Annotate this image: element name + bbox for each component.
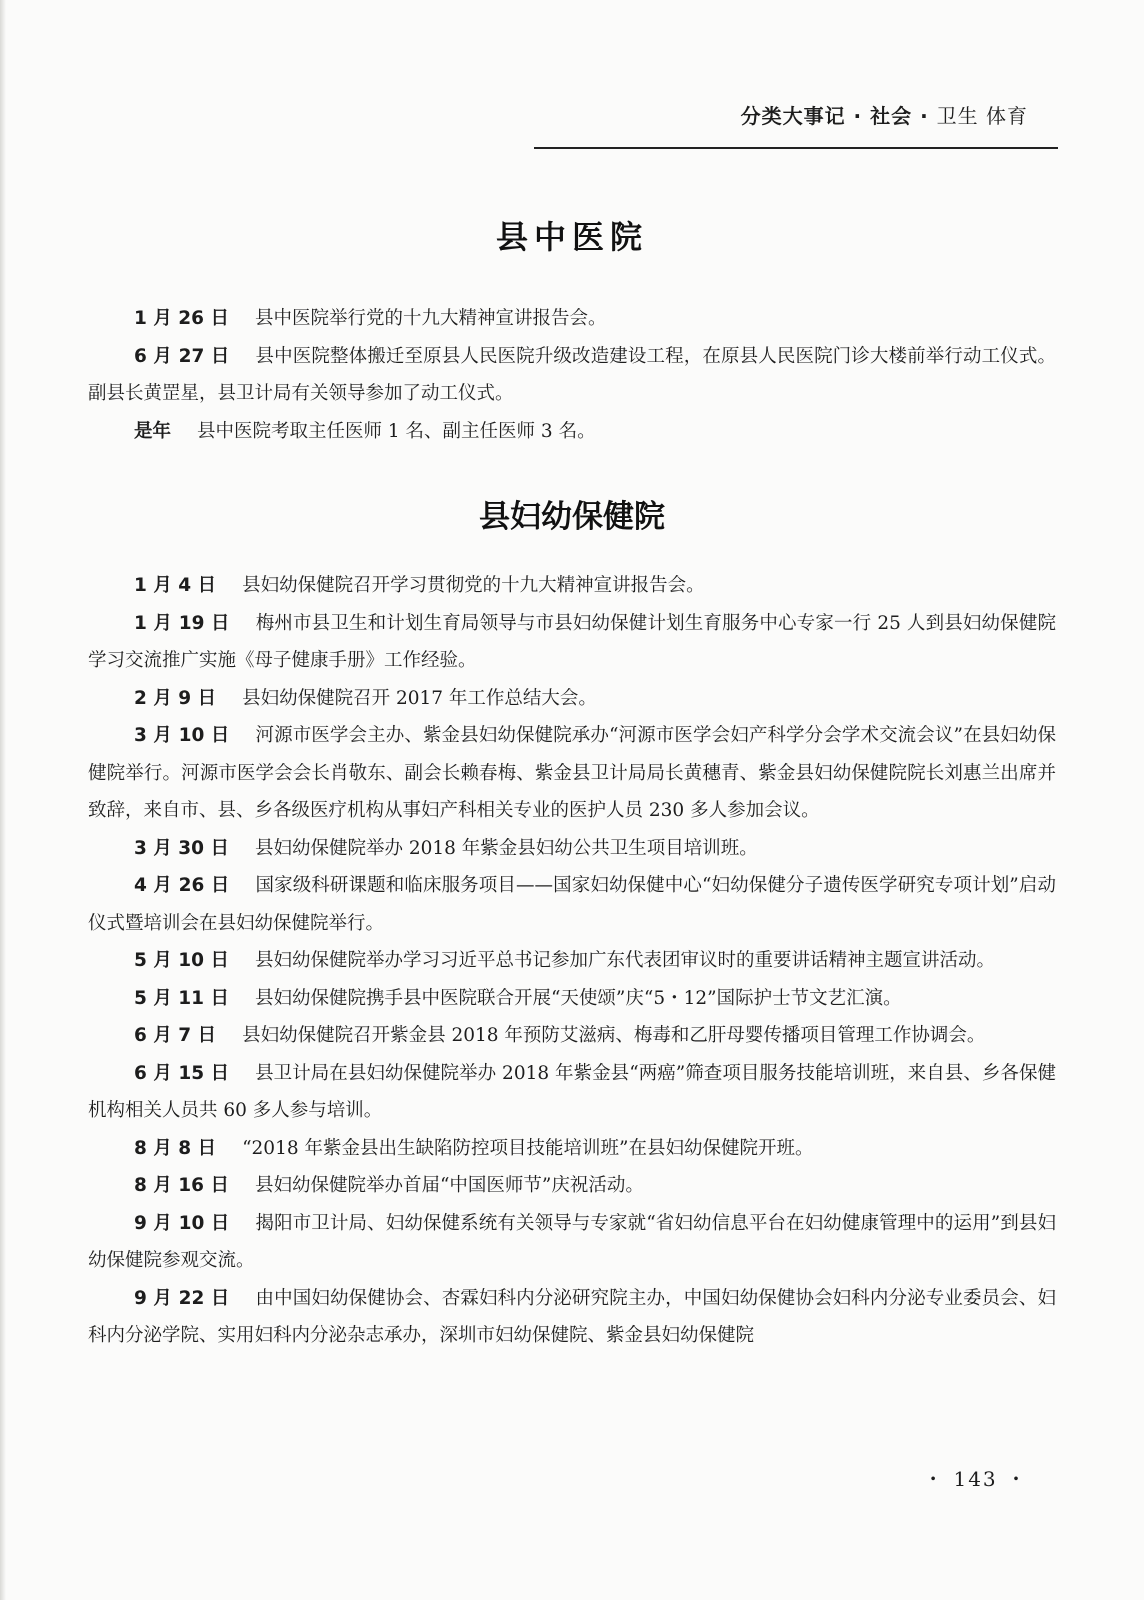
chronicle-entry bbox=[88, 567, 1056, 605]
entry-text: 河源市医学会主办、紫金县妇幼保健院承办“河源市医学会妇产科学分会学术交流会议”在县妇幼保健院举行。河源市医学会会长肖敬东、副会长赖春梅、紫金县卫计局局长黄穗青、紫金县妇幼保健院院长刘惠兰出席并致辞，来自市、县、乡各级医疗机构从事妇产科相关专业的医护人员 230 多人参加会议。 bbox=[88, 725, 1056, 821]
section-entries-county-tcm-hospital bbox=[88, 300, 1056, 450]
entry-date: 5 月 11 日 bbox=[134, 987, 229, 1009]
entry-date: 8 月 8 日 bbox=[134, 1137, 217, 1159]
chronicle-entry bbox=[88, 1055, 1056, 1130]
chronicle-entry bbox=[88, 338, 1056, 413]
entry-date: 6 月 7 日 bbox=[134, 1025, 217, 1046]
entry-text: 县中医院举行党的十九大精神宣讲报告会。 bbox=[254, 308, 607, 329]
chronicle-entry bbox=[88, 605, 1056, 680]
page-number: ・ 143 ・ bbox=[923, 1467, 1028, 1491]
entry-date: 是年 bbox=[134, 420, 172, 442]
running-header bbox=[741, 100, 1028, 129]
entry-text: 县妇幼保健院召开学习贯彻党的十九大精神宣讲报告会。 bbox=[242, 575, 705, 596]
chronicle-entry bbox=[88, 1130, 1056, 1168]
chronicle-entry bbox=[88, 717, 1056, 830]
entry-date: 1 月 19 日 bbox=[134, 612, 230, 634]
entry-date: 5 月 10 日 bbox=[134, 950, 229, 971]
entry-date: 2 月 9 日 bbox=[134, 687, 217, 709]
entry-text: 县卫计局在县妇幼保健院举办 2018 年紫金县“两癌”筛查项目服务技能培训班，来自县、乡各保健机构相关人员共 60 多人参与培训。 bbox=[88, 1062, 1056, 1121]
entry-date: 6 月 27 日 bbox=[134, 345, 230, 367]
entry-date: 3 月 30 日 bbox=[134, 837, 229, 859]
entry-text: 梅州市县卫生和计划生育局领导与市县妇幼保健计划生育服务中心专家一行 25 人到县妇幼保健院学习交流推广实施《母子健康手册》工作经验。 bbox=[88, 612, 1056, 671]
chronicle-entry bbox=[88, 830, 1056, 868]
entry-text: 县妇幼保健院举办首届“中国医师节”庆祝活动。 bbox=[254, 1175, 644, 1196]
chronicle-entry bbox=[88, 1280, 1056, 1355]
section-title-county-tcm-hospital: 县中医院 bbox=[495, 218, 648, 256]
entry-text: “2018 年紫金县出生缺陷防控项目技能培训班”在县妇幼保健院开班。 bbox=[242, 1137, 814, 1159]
entry-text: 县妇幼保健院携手县中医院联合开展“天使颂”庆“5・12”国际护士节文艺汇演。 bbox=[254, 987, 902, 1009]
chronicle-entry bbox=[88, 1167, 1056, 1205]
entry-date: 1 月 4 日 bbox=[134, 575, 217, 596]
section-entries-maternal-child-health-hospital bbox=[88, 567, 1056, 1355]
entry-text: 县妇幼保健院举办 2018 年紫金县妇幼公共卫生项目培训班。 bbox=[254, 837, 758, 859]
entry-text: 县妇幼保健院举办学习习近平总书记参加广东代表团审议时的重要讲话精神主题宣讲活动。 bbox=[254, 950, 995, 971]
running-header-category: 分类大事记 · 社会 · bbox=[740, 104, 937, 128]
section-title-maternal-child-health-hospital: 县妇幼保健院 bbox=[479, 499, 665, 535]
chronicle-entry bbox=[88, 867, 1056, 942]
entry-text: 由中国妇幼保健协会、杏霖妇科内分泌研究院主办，中国妇幼保健协会妇科内分泌专业委员会、妇科内分泌学院、实用妇科内分泌杂志承办，深圳市妇幼保健院、紫金县妇幼保健院 bbox=[88, 1287, 1056, 1346]
chronicle-entry bbox=[88, 413, 1056, 451]
running-header-subcategory: 卫生 体育 bbox=[936, 104, 1028, 128]
chronicle-entry bbox=[88, 680, 1056, 718]
entry-text: 县妇幼保健院召开紫金县 2018 年预防艾滋病、梅毒和乙肝母婴传播项目管理工作协调会。 bbox=[242, 1025, 986, 1046]
entry-date: 9 月 22 日 bbox=[134, 1287, 230, 1309]
entry-date: 8 月 16 日 bbox=[134, 1175, 229, 1196]
entry-date: 6 月 15 日 bbox=[134, 1062, 230, 1084]
entry-text: 县中医院整体搬迁至原县人民医院升级改造建设工程，在原县人民医院门诊大楼前举行动工仪式。副县长黄罡星，县卫计局有关领导参加了动工仪式。 bbox=[88, 345, 1056, 404]
entry-date: 4 月 26 日 bbox=[134, 875, 230, 896]
entry-text: 国家级科研课题和临床服务项目——国家妇幼保健中心“妇幼保健分子遗传医学研究专项计划”启动仪式暨培训会在县妇幼保健院举行。 bbox=[88, 875, 1056, 934]
chronicle-entry bbox=[88, 1205, 1056, 1280]
entry-date: 3 月 10 日 bbox=[134, 725, 230, 746]
chronicle-entry bbox=[88, 980, 1056, 1018]
chronicle-entry bbox=[88, 1017, 1056, 1055]
entry-text: 揭阳市卫计局、妇幼保健系统有关领导与专家就“省妇幼信息平台在妇幼健康管理中的运用”到县妇幼保健院参观交流。 bbox=[88, 1212, 1056, 1271]
entry-date: 9 月 10 日 bbox=[134, 1212, 230, 1234]
chronicle-entry bbox=[88, 300, 1056, 338]
entry-text: 县中医院考取主任医师 1 名、副主任医师 3 名。 bbox=[197, 420, 596, 442]
entry-text: 县妇幼保健院召开 2017 年工作总结大会。 bbox=[242, 687, 597, 709]
chronicle-entry bbox=[88, 942, 1056, 980]
entry-date: 1 月 26 日 bbox=[134, 308, 229, 329]
header-rule bbox=[534, 147, 1058, 149]
